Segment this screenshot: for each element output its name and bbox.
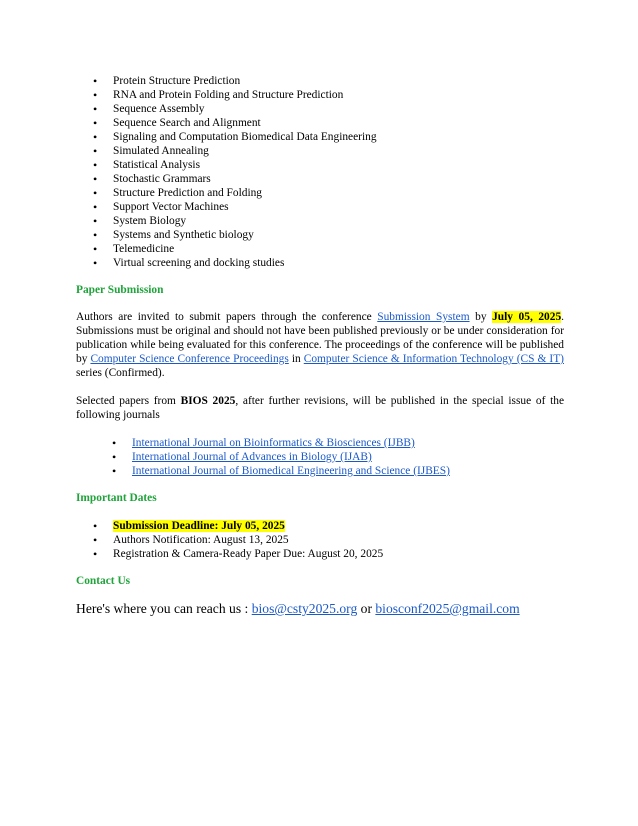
list-item — [132, 464, 564, 478]
proceedings-link[interactable]: Computer Science Conference Proceedings — [90, 353, 289, 365]
list-item: • System Biology — [113, 214, 564, 228]
list-item: • Simulated Annealing — [113, 144, 564, 158]
text: by — [469, 311, 493, 323]
email-link-secondary[interactable]: biosconf2025@gmail.com — [375, 601, 520, 616]
text: . Submissions must be original and should not have been published previously or be under consideration for publication while being evaluated for this conference. The proceedings of the conference will be published by — [76, 311, 565, 365]
list-item: • Protein Structure Prediction — [113, 74, 564, 88]
list-item: • Sequence Assembly — [113, 102, 564, 116]
list-item: • Support Vector Machines — [113, 200, 564, 214]
journals-paragraph — [76, 394, 564, 422]
journal-link-ijbes[interactable]: International Journal of Biomedical Engineering and Science (IJBES) — [132, 465, 450, 477]
list-item: • Authors Notification: August 13, 2025 — [113, 533, 564, 547]
list-item: • Telemedicine — [113, 242, 564, 256]
important-dates-heading: Important Dates — [76, 492, 157, 504]
list-item: • Registration & Camera-Ready Paper Due: August 20, 2025 — [113, 547, 564, 561]
list-item — [132, 436, 564, 450]
paper-submission-heading: Paper Submission — [76, 284, 164, 296]
text: Here's where you can reach us : — [76, 601, 252, 616]
list-item: • Systems and Synthetic biology — [113, 228, 564, 242]
list-item: • Signaling and Computation Biomedical Data Engineering — [113, 130, 564, 144]
journal-list — [76, 436, 564, 478]
text: Authors are invited to submit papers through the conference — [76, 311, 378, 323]
text: series (Confirmed). — [76, 367, 165, 379]
submission-deadline: Submission Deadline: July 05, 2025 — [113, 520, 285, 532]
text: in — [288, 353, 304, 365]
list-item: • Stochastic Grammars — [113, 172, 564, 186]
dates-list — [76, 519, 564, 561]
list-item: • RNA and Protein Folding and Structure Prediction — [113, 88, 564, 102]
list-item: • Statistical Analysis — [113, 158, 564, 172]
document-page — [76, 74, 564, 617]
list-item: • Sequence Search and Alignment — [113, 116, 564, 130]
text: , after further revisions, will be published in the special issue of the following journals — [76, 395, 564, 421]
journal-link-ijab[interactable]: International Journal of Advances in Biology (IJAB) — [132, 451, 372, 463]
text: or — [357, 601, 376, 616]
deadline-highlight: July 05, 2025 — [492, 311, 562, 323]
list-item — [132, 450, 564, 464]
submission-system-link[interactable]: Submission System — [377, 311, 470, 323]
contact-heading: Contact Us — [76, 575, 131, 587]
list-item: • Structure Prediction and Folding — [113, 186, 564, 200]
topic-list — [76, 74, 564, 270]
list-item: • Virtual screening and docking studies — [113, 256, 564, 270]
list-item — [113, 519, 564, 533]
submission-paragraph — [76, 310, 564, 380]
conference-name: BIOS 2025 — [180, 395, 236, 407]
email-link-primary[interactable]: bios@csty2025.org — [251, 601, 358, 616]
series-link[interactable]: Computer Science & Information Technology (CS & IT) — [303, 353, 564, 365]
journal-link-ijbb[interactable]: International Journal on Bioinformatics & Biosciences (IJBB) — [132, 437, 415, 449]
text: Selected papers from — [76, 395, 181, 407]
contact-line — [76, 601, 564, 617]
